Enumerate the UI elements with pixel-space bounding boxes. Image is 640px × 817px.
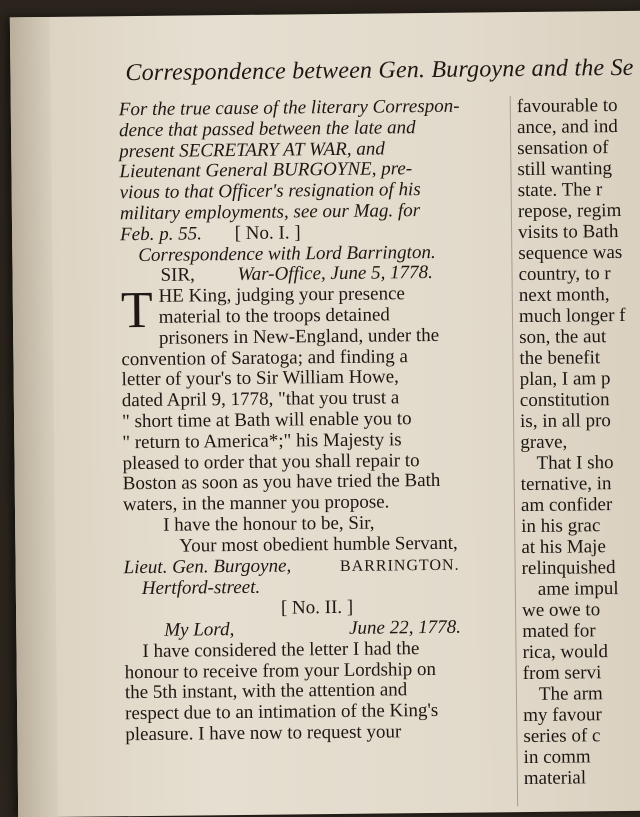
letter1-line: Boston as soon as you have tried the Bath <box>122 470 441 495</box>
right-column-line: The arm <box>538 683 603 705</box>
right-column-line: relinquished <box>521 557 616 580</box>
letter1-closing: I have the honour to be, Sir, <box>163 512 375 536</box>
intro-line: vious to that Officer's resignation of his <box>119 179 421 204</box>
letter1-line: " short time at Bath will enable you to <box>121 408 412 433</box>
intro-line: present SECRETARY AT WAR, and <box>119 138 385 162</box>
right-column-line: material <box>523 767 587 790</box>
right-column-line: plan, I am p <box>519 368 611 391</box>
main-text-column <box>119 96 512 746</box>
right-column-line: ame impul <box>537 578 619 600</box>
right-text-column <box>517 94 640 789</box>
right-column-line: am confider <box>520 494 613 517</box>
right-column-line: visits to Bath <box>518 221 619 244</box>
letter1-line: waters, in the manner you propose. <box>122 491 390 516</box>
right-column-line: still wanting <box>517 158 613 181</box>
right-column-line: country, to r <box>518 263 611 286</box>
right-column-line: next month, <box>518 284 610 307</box>
newspaper-page <box>10 11 640 817</box>
letter1-dateline: War-Office, June 5, 1778. <box>237 262 433 286</box>
right-column-line: grave, <box>520 431 568 454</box>
letter1-addressee-line <box>123 554 509 580</box>
letter1-line: material to the troops detained <box>158 304 390 328</box>
letter2-body <box>124 638 511 746</box>
right-column-line: from servi <box>522 662 602 685</box>
section-number-1: [ No. I. ] <box>234 222 301 244</box>
right-column-line: constitution <box>519 389 610 412</box>
right-column-line: my favour <box>523 704 602 727</box>
right-column-line: the benefit <box>519 347 601 370</box>
section-number-2: [ No. II. ] <box>280 596 354 619</box>
right-column-line: mated for <box>522 620 596 643</box>
intro-line: dence that passed between the late and <box>118 116 416 142</box>
intro-line: For the true cause of the literary Correspon- <box>118 95 460 121</box>
right-column-line: we owe to <box>521 599 601 622</box>
letter1-servant: Your most obedient humble Servant, <box>179 532 458 557</box>
letter1-line: HE King, judging your presence <box>158 283 406 308</box>
letter1-salutation: SIR, <box>160 264 195 287</box>
letter1-addressee: Lieut. Gen. Burgoyne, <box>123 554 292 578</box>
letter1-street: Hertford-street. <box>141 577 261 600</box>
letter1-line: dated April 9, 1778, "that you trust a <box>121 387 400 412</box>
intro-line: Lieutenant General BURGOYNE, pre- <box>119 158 413 183</box>
page-fold-shadow <box>10 17 58 817</box>
right-column-line: rica, would <box>522 641 609 664</box>
right-column-line: son, the aut <box>519 326 607 349</box>
letter1-line: letter of your's to Sir William Howe, <box>121 366 399 391</box>
letter2-line: respect due to an intimation of the King's <box>125 700 439 725</box>
right-column-line: state. The r <box>517 179 603 202</box>
intro-paragraph <box>119 96 506 225</box>
right-column-line: in comm <box>523 746 591 769</box>
letter2-line: I have considered the letter I had the <box>142 637 420 662</box>
letter1-line: prisoners in New-England, under the <box>158 324 440 349</box>
right-column-line: in his grac <box>521 515 601 538</box>
right-column-line: ternative, in <box>520 473 612 496</box>
letter2-salutation: My Lord, <box>164 618 235 641</box>
right-column-line: sensation of <box>517 137 609 160</box>
letter1-body <box>121 283 509 516</box>
right-column-line: series of c <box>523 725 601 748</box>
right-column-line: at his Maje <box>521 536 606 559</box>
article-headline: Correspondence between Gen. Burgoyne and the Se <box>125 54 634 87</box>
letter2-line: the 5th instant, with the attention and <box>124 679 408 704</box>
letter2-line: pleasure. I have now to request your <box>125 721 402 746</box>
intro-line: military employments, see our Mag. for <box>119 200 421 225</box>
right-column-line: favourable to <box>516 95 618 118</box>
letter2-line: honour to receive from your Lordship on <box>124 658 437 683</box>
right-column-line: sequence was <box>518 241 623 265</box>
letter2-dateline: June 22, 1778. <box>348 616 462 639</box>
right-column-line: That I sho <box>536 452 614 474</box>
letter1-line: pleased to order that you shall repair to <box>122 449 420 474</box>
right-column-line: much longer f <box>518 304 626 328</box>
letter1-signature: BARRINGTON. <box>339 556 460 575</box>
letter1-line: convention of Saratoga; and finding a <box>121 345 409 370</box>
right-column-line: is, in all pro <box>519 410 611 433</box>
intro-reference: Feb. p. 55. <box>119 223 203 246</box>
right-column-line: repose, regim <box>517 199 622 223</box>
drop-cap: T <box>120 282 153 340</box>
right-column-line: ance, and ind <box>516 116 618 139</box>
letter1-line: " return to America*;" his Majesty is <box>122 429 402 453</box>
section-subhead: Correspondence with Lord Barrington. <box>138 241 436 266</box>
